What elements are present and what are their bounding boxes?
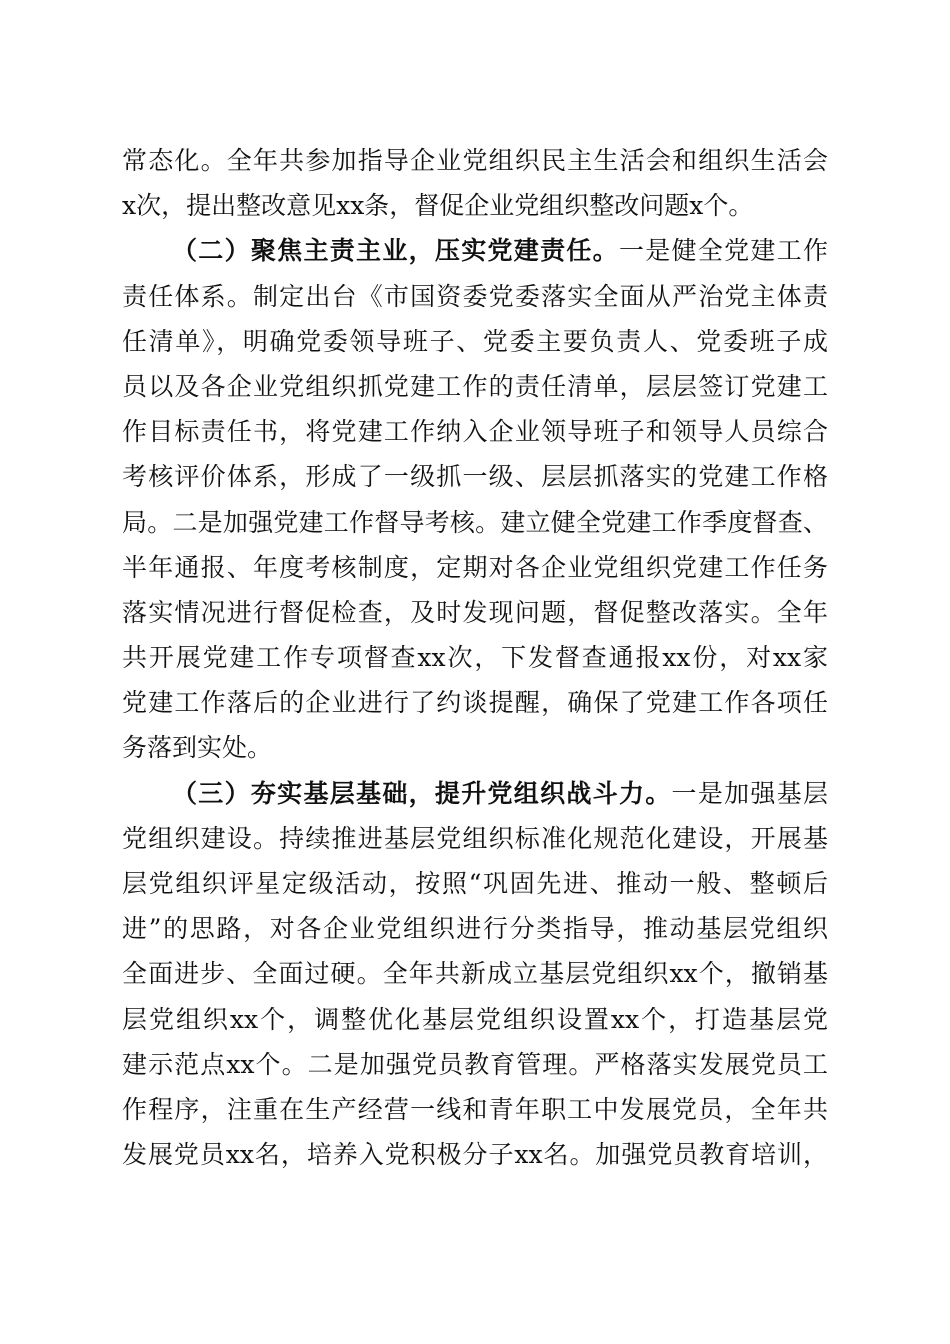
text-line: 局。二是加强党建工作督导考核。建立健全党建工作季度督查、 — [122, 507, 828, 537]
section-heading-3: （三）夯实基层基础，提升党组织战斗力。 — [172, 778, 672, 808]
text-line: 务落到实处。 — [122, 733, 273, 763]
paragraph-text: 一是加强基层 — [671, 778, 828, 808]
text-line: 建示范点xx个。二是加强党员教育管理。严格落实发展党员工 — [122, 1049, 828, 1079]
text-line: 层党组织评星定级活动，按照“巩固先进、推动一般、整顿后 — [122, 869, 828, 898]
text-line: 常态化。全年共参加指导企业党组织民主生活会和组织生活会 — [122, 146, 828, 175]
paragraph-text: 一是健全党建工作 — [618, 236, 828, 266]
text-line: 党组织建设。持续推进基层党组织标准化规范化建设，开展基 — [122, 823, 828, 853]
text-line: 考核评价体系，形成了一级抓一级、层层抓落实的党建工作格 — [122, 462, 828, 492]
text-line: 作程序，注重在生产经营一线和青年职工中发展党员，全年共 — [122, 1094, 828, 1124]
text-line: 作目标责任书，将党建工作纳入企业领导班子和领导人员综合 — [122, 417, 828, 447]
text-line: 任清单》，明确党委领导班子、党委主要负责人、党委班子成 — [122, 326, 828, 356]
paragraph-first-line — [122, 228, 828, 273]
text-line: 层党组织xx个，调整优化基层党组织设置xx个，打造基层党 — [122, 1004, 828, 1034]
text-line: x次，提出整改意见xx条，督促企业党组织整改问题x个。 — [122, 191, 754, 221]
text-line: 责任体系。制定出台《市国资委党委落实全面从严治党主体责 — [122, 281, 828, 311]
section-heading-2: （二）聚焦主责主业，压实党建责任。 — [172, 236, 619, 266]
text-line: 员以及各企业党组织抓党建工作的责任清单，层层签订党建工 — [122, 371, 828, 401]
text-line: 共开展党建工作专项督查xx次，下发督查通报xx份，对xx家 — [122, 643, 828, 673]
text-line: 半年通报、年度考核制度，定期对各企业党组织党建工作任务 — [122, 552, 828, 582]
text-line: 进”的思路，对各企业党组织进行分类指导，推动基层党组织 — [122, 914, 828, 944]
text-line: 发展党员xx名，培养入党积极分子xx名。加强党员教育培训， — [122, 1140, 828, 1170]
document-body — [122, 138, 828, 1177]
text-line: 落实情况进行督促检查，及时发现问题，督促整改落实。全年 — [122, 597, 828, 627]
text-line: 全面进步、全面过硬。全年共新成立基层党组织xx个，撤销基 — [122, 959, 828, 989]
text-line: 党建工作落后的企业进行了约谈提醒，确保了党建工作各项任 — [122, 688, 828, 718]
paragraph-first-line — [122, 771, 828, 816]
